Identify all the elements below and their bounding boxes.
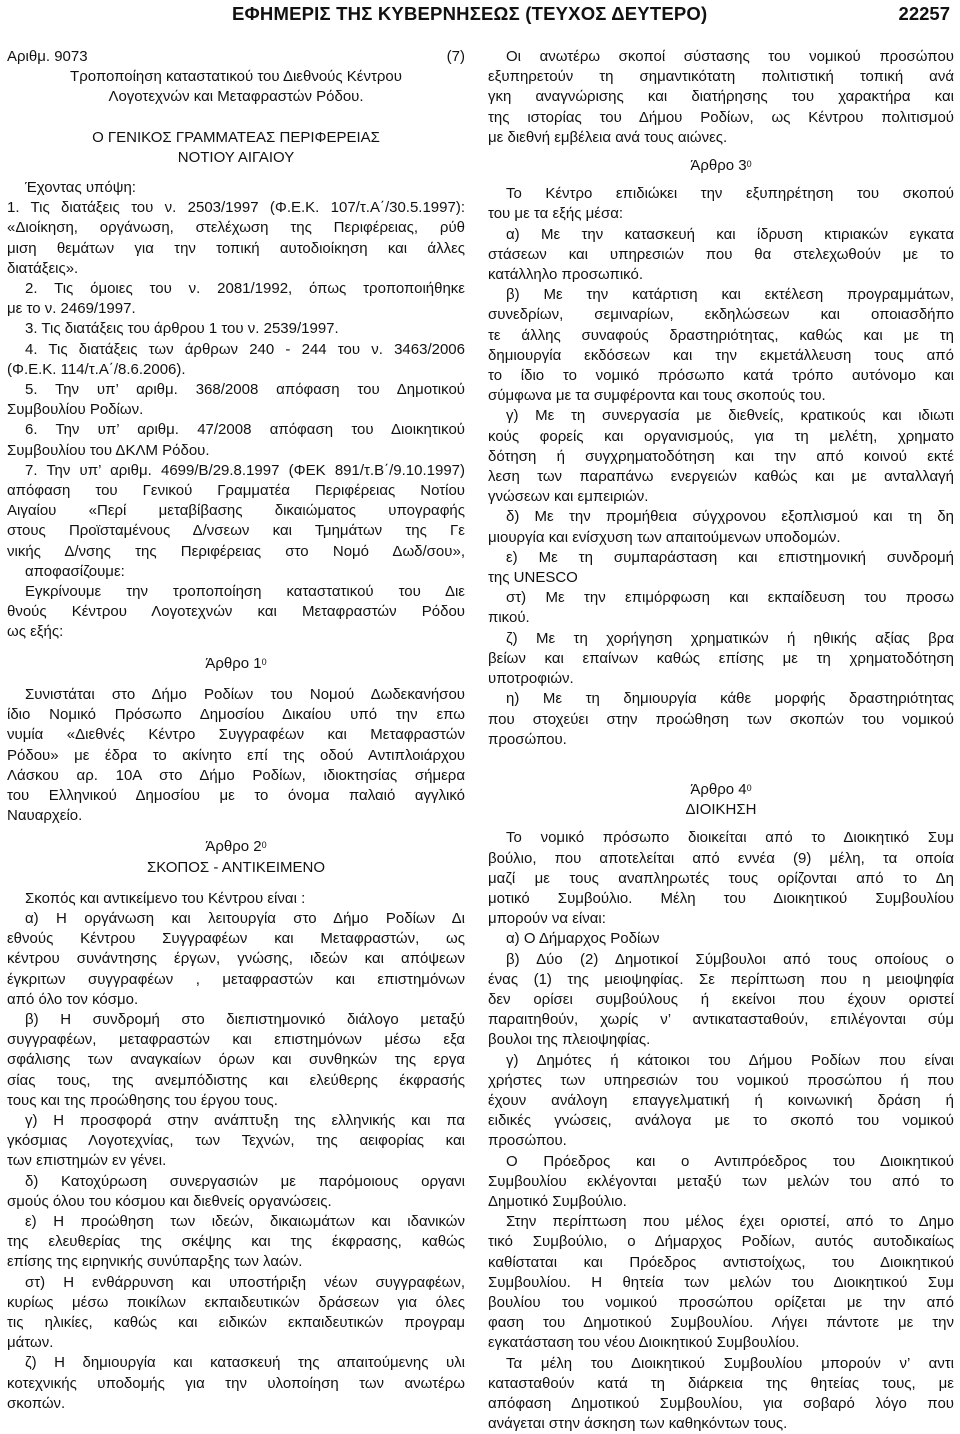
text-line: δ) Κατοχύρωση συνεργασιών με παρόμοιους οργανι: [25, 1172, 465, 1190]
text-line: μαζί με τους αναπληρωτές τους ορίζονται από το Δη: [488, 869, 954, 887]
left-column: [7, 47, 465, 1414]
text-line: απόφαση του Γενικού Γραμματέα Περιφέρειας Νοτίου: [7, 482, 465, 500]
text-line: με το ν. 2469/1997.: [7, 300, 136, 318]
text-line: δημιουργία εκδόσεων και την εκμετάλλευση τους από: [488, 346, 954, 364]
article-2-sup: 0: [261, 840, 267, 851]
text-line: κοτεχνικής υποδομής για την υλοποίηση των ανωτέρω: [7, 1374, 465, 1392]
text-line: Στην περίπτωση που μέλος έχει οριστεί, από το Δημο: [506, 1213, 954, 1231]
article-1-sup: 0: [261, 656, 267, 667]
text-line: στους Προϊσταμένους Δ/νσεων και Τμημάτων της Γε: [7, 522, 465, 540]
right-column: [488, 47, 954, 1434]
text-line: υποτροφιών.: [488, 670, 574, 688]
article-4-subtitle: ΔΙΟΙΚΗΣΗ: [685, 801, 757, 819]
text-line: καθίσταται και Πρόεδρος αντιστοίχως, του Διοικητικού: [488, 1253, 954, 1271]
text-line: μοτικό Συμβούλιο. Μέλη του Διοικητικού Συμβουλίου: [488, 889, 954, 907]
doc-title-line: Τροποποίηση καταστατικού του Διεθνούς Κέντρου: [70, 68, 402, 86]
article-1-body: [7, 685, 465, 826]
text-line: της ιστορίας του Δήμου Ροδίων, ως Κέντρου πολιτισμού: [488, 108, 954, 126]
text-line: σφάλισης των αναγκαίων όρων και συνθηκών της εργα: [7, 1051, 465, 1069]
text-line: στ) Η ενθάρρυνση και υποστήριξη νέων συγγραφέων,: [25, 1273, 465, 1291]
text-line: της UNESCO: [488, 569, 578, 587]
article-1-title: Άρθρο 1: [205, 654, 262, 672]
text-line: Το Κέντρο επιδιώκει την εξυπηρέτηση του σκοπού: [506, 185, 954, 203]
text-line: λεση των παραπάνω ενεργειών καθώς και με ανταλλαγή: [488, 468, 954, 486]
text-line: α) Η οργάνωση και λειτουργία στο Δήμο Ροδίων Δι: [25, 909, 465, 927]
text-line: έχουν ανάλογη επαγγελματική ή κοινωνική δράση ή: [488, 1091, 954, 1109]
text-line: γ) Δημότες ή κάτοικοι του Δήμου Ροδίων που είναι: [506, 1051, 954, 1069]
text-line: φαση του Δημοτικού Συμβουλίου. Λήγει πάντοτε με την: [488, 1314, 954, 1332]
text-line: κατασταθούν κατά τη διάρκεια της θητείας τους, με: [488, 1374, 954, 1392]
text-line: στ) Με την επιμόρφωση και εκπαίδευση του προσω: [506, 589, 954, 607]
text-line: τις ηλικίες, καθώς και ειδικών εκπαιδευτικών προγραμ: [7, 1313, 465, 1331]
text-line: Συμβουλίου. Η θητεία των μελών του Διοικητικού Συμ: [488, 1273, 954, 1291]
text-line: τους και της προώθησης του έργου τους.: [7, 1091, 278, 1109]
text-line: Συμβουλίου του ΔΚΛΜ Ρόδου.: [7, 441, 210, 459]
text-line: σκοπών.: [7, 1394, 66, 1412]
text-line: μιση θεμάτων για την τοπική αυτοδιοίκηση και άλλες: [7, 239, 465, 257]
text-line: γνώσεων και εμπειριών.: [488, 488, 649, 506]
text-line: έγκριτων συγγραφέων , μεταφραστών και επιστημόνων: [7, 970, 465, 988]
text-line: βούλιο, που αποτελείται από εννέα (9) μέλη, τα οποία: [488, 849, 954, 867]
text-line: βείων και επαίνων καθώς επίσης με τη χρηματοδότηση: [488, 649, 954, 667]
text-line: συγγραφέων, μεταφραστών και επιστημόνων μέσω εξα: [7, 1031, 465, 1049]
text-line: παραιτηθούν, χωρίς ν’ αντικατασταθούν, επιλέγονται σύμ: [488, 1011, 954, 1029]
article-2-subtitle: ΣΚΟΠΟΣ - ΑΝΤΙΚΕΙΜΕΝΟ: [146, 858, 326, 876]
text-line: σμούς όλου του κόσμου και διεθνείς οργανώσεις.: [7, 1192, 332, 1210]
article-2-body: [7, 889, 465, 1414]
text-line: συνεδρίων, σεμιναρίων, εκδηλώσεων και οποιασδήπο: [488, 306, 954, 324]
text-line: Λάσκου αρ. 10Α στο Δήμο Ροδίων, ιδιοκτησίας σήμερα: [7, 766, 465, 784]
text-line: γ) Με τη συνεργασία με διεθνείς, κρατικούς και ιδιωτι: [506, 407, 954, 425]
text-line: από όλο τον κόσμο.: [7, 990, 139, 1008]
text-line: Συμβουλίου εκλέγονται μεταξύ των μελών του από το: [488, 1172, 954, 1190]
text-line: προσώπου.: [488, 730, 567, 748]
article-4-sup: 0: [746, 782, 752, 793]
text-line: Σκοπός και αντικείμενο του Κέντρου είναι :: [25, 889, 306, 907]
article-3-title: Άρθρο 3: [690, 157, 747, 175]
text-line: Ναυαρχείο.: [7, 807, 83, 825]
text-line: ένας (1) της μειοψηφίας. Σε περίπτωση που η μειοψηφία: [488, 970, 954, 988]
authority-line: Ο ΓΕΝΙΚΟΣ ΓΡΑΜΜΑΤΕΑΣ ΠΕΡΙΦΕΡΕΙΑΣ: [92, 128, 380, 146]
purpose-summary: [488, 47, 954, 148]
text-line: ίδιο Νομικό Πρόσωπο Δημοσίου Δικαίου υπό την επω: [7, 706, 465, 724]
text-line: νυμία «Διεθνές Κέντρο Συγγραφέων και Μεταφραστών: [7, 726, 465, 744]
text-line: β) Δύο (2) Δημοτικοί Σύμβουλοι από τους οποίους ο: [506, 950, 954, 968]
text-line: ως εξής:: [7, 623, 64, 641]
text-line: β) Η συνδρομή στο διεπιστημονικό διάλογο μεταξύ: [25, 1010, 465, 1028]
page-number: 22257: [898, 3, 950, 24]
gazette-title: ΕΦΗΜΕΡΙΣ ΤΗΣ ΚΥΒΕΡΝΗΣΕΩΣ (ΤΕΥΧΟΣ ΔΕΥΤΕΡΟ): [232, 3, 708, 24]
text-line: Έχοντας υπόψη:: [25, 179, 136, 197]
text-line: Τα μέλη του Διοικητικού Συμβουλίου μπορούν ν’ αντι: [506, 1354, 954, 1372]
text-line: 3. Τις διατάξεις του άρθρου 1 του ν. 2539/1997.: [25, 320, 339, 338]
text-line: τικό Συμβούλιο, ο Δήμαρχος Ροδίων, αυτός αυτοδικαίως: [488, 1233, 954, 1251]
doc-title-line: Λογοτεχνών και Μεταφραστών Ρόδου.: [108, 88, 364, 106]
text-line: 7. Την υπ’ αριθμ. 4699/Β/29.8.1997 (ΦΕΚ 891/τ.Β΄/9.10.1997): [25, 461, 465, 479]
text-line: μπορούν να είναι:: [488, 910, 606, 928]
text-line: ε) Με τη συμπαράσταση και επιστημονική συνδρομή: [506, 548, 954, 566]
text-line: τε άλλης συναφούς δραστηριότητας, καθώς και με τη: [488, 326, 954, 344]
text-line: «Διοίκηση, οργάνωση, στελέχωση της Περιφέρειας, ρύθ: [7, 219, 465, 237]
text-line: μιουργία και ενίσχυση των απαιτούμενων υποδομών.: [488, 528, 841, 546]
text-line: 2. Τις όμοιες του ν. 2081/1992, όπως τροποποιήθηκε: [25, 280, 465, 298]
text-line: επίσης της ειρηνικής συνύπαρξης των λαών.: [7, 1253, 303, 1271]
text-line: Εγκρίνουμε την τροποποίηση καταστατικού του Διε: [25, 583, 465, 601]
text-line: Ο Πρόεδρος και ο Αντιπρόεδρος του Διοικητικού: [506, 1152, 954, 1170]
page-header: [0, 0, 960, 30]
text-line: ειδικές γνώσεις, ανάλογα με το σκοπό του νομικού: [488, 1112, 954, 1130]
article-4-body: [488, 828, 954, 1434]
text-line: ζ) Με τη χορήγηση χρηματικών ή ηθικής αξίας βρα: [506, 629, 954, 647]
text-line: γ) Η προσφορά στην ανάπτυξη της ελληνικής και πα: [25, 1111, 465, 1129]
text-line: εγκατάσταση του νέου Διοικητικού Συμβουλίου.: [488, 1334, 800, 1352]
text-line: (Φ.Ε.Κ. 114/τ.Α΄/8.6.2006).: [7, 360, 186, 378]
text-line: που στοχεύει στην προώθηση των σκοπών του νομικού: [488, 710, 954, 728]
text-line: ε) Η προώθηση των ιδεών, δικαιωμάτων και ιδανικών: [25, 1212, 465, 1230]
text-line: δ) Με την προμήθεια σύγχρονου εξοπλισμού και τη δη: [506, 508, 954, 526]
text-line: Δημοτικό Συμβούλιο.: [488, 1192, 627, 1210]
text-line: δότηση ή συγχρηματοδότηση και την από κοινού εκτέ: [488, 447, 954, 465]
text-line: νικής Δ/νσης της Περιφέρειας στο Νομό Δωδ/σου»,: [7, 542, 465, 560]
text-line: η) Με τη δημιουργία κάθε μορφής δραστηριότητας: [506, 690, 954, 708]
text-line: μάτων.: [7, 1334, 54, 1352]
text-line: κέντρου συνάντησης έργων, γνώσης, ιδεών και απόψεων: [7, 950, 465, 968]
text-line: εξυπηρετούν τη σημαντικότατη πολιτιστική τοπική ανά: [488, 68, 954, 86]
text-line: βουλίου του νομικού προσώπου ορίζεται με την από: [488, 1293, 954, 1311]
article-2-heading: [7, 837, 465, 857]
text-line: δεν ορίσει συμβούλους ή εκείνοι που έχουν οριστεί: [488, 990, 954, 1008]
text-line: του με τα εξής μέσα:: [488, 205, 624, 223]
text-line: κυρίως μέσω ποικίλων εκπαιδευτικών δράσεων για όλες: [7, 1293, 465, 1311]
authority-line: ΝΟΤΙΟΥ ΑΙΓΑΙΟΥ: [177, 148, 295, 166]
doc-number: Αριθμ. 9073: [7, 48, 88, 65]
article-4-title: Άρθρο 4: [690, 780, 747, 798]
article-3-sup: 0: [746, 159, 752, 170]
text-line: ανάγεται στην άσκηση των καθηκόντων τους.: [488, 1415, 788, 1433]
article-1-heading: [7, 654, 465, 674]
text-line: 5. Την υπ’ αριθμ. 368/2008 απόφαση του Δημοτικού: [25, 381, 465, 399]
text-line: Συνιστάται στο Δήμο Ροδίων του Νομού Δωδεκανήσου: [25, 685, 465, 703]
text-line: γκη αναγνώρισης και διατήρησης του χαρακτήρα και: [488, 88, 954, 106]
text-line: 4. Τις διατάξεις των άρθρων 240 - 244 του ν. 3463/2006: [25, 340, 465, 358]
text-line: Ρόδου» με έδρα το ακίνητο επί της οδού Αντιπλοιάρχου: [7, 746, 465, 764]
text-line: σύμφωνα με τα συμφέροντα και τους σκοπούς του.: [488, 387, 826, 405]
doc-seq: (7): [446, 48, 465, 65]
text-line: ζ) Η δημιουργία και κατασκευή της απαιτούμενης υλι: [25, 1354, 465, 1372]
text-line: εθνούς Κέντρου Συγγραφέων και Μεταφραστών, ως: [7, 930, 465, 948]
text-line: θνούς Κέντρου Λογοτεχνών και Μεταφραστών Ρόδου: [7, 603, 465, 621]
text-line: της ελευθερίας της σκέψης και της έκφρασης, καθώς: [7, 1233, 465, 1251]
text-line: β) Με την κατάρτιση και εκτέλεση προγραμμάτων,: [506, 286, 954, 304]
text-line: σίας τους, της ανεμπόδιστης και ελεύθερης έκφρασής: [7, 1071, 465, 1089]
text-line: α) Με την κατασκευή και ίδρυση κτιριακών εγκατα: [506, 225, 954, 243]
article-3-body: [488, 184, 954, 750]
text-line: κούς φορείς και οργανισμούς, για τη μελέτη, χρηματο: [488, 427, 954, 445]
text-line: στάσεων και υπηρεσιών που θα στελεχωθούν με το: [488, 245, 954, 263]
article-2-title: Άρθρο 2: [205, 838, 262, 856]
text-line: προσώπου.: [488, 1132, 567, 1150]
text-line: 1. Τις διατάξεις του ν. 2503/1997 (Φ.Ε.Κ. 107/τ.Α΄/30.5.1997):: [7, 199, 465, 217]
text-line: χρήστες των υπηρεσιών του νομικού προσώπου ή που: [488, 1071, 954, 1089]
text-line: των επιστημών εν γένει.: [7, 1152, 167, 1170]
text-line: με διεθνή εμβέλεια ανά τους αιώνες.: [488, 128, 728, 146]
text-line: απόφαση Δημοτικού Συμβουλίου, για σοβαρό λόγο που: [488, 1395, 954, 1412]
doc-number-row: [7, 47, 465, 67]
text-line: πικού.: [488, 609, 530, 627]
text-line: Το νομικό πρόσωπο διοικείται από το Διοικητικό Συμ: [506, 829, 954, 847]
text-line: το ίδιο το νομικό πρόσωπο κατά τρόπο αυτόνομο και: [488, 367, 954, 385]
text-line: βουλοι της πλειοψηφίας.: [488, 1031, 651, 1049]
article-4-heading: [488, 780, 954, 800]
text-line: α) Ο Δήμαρχος Ροδίων: [506, 930, 660, 948]
article-3-heading: [488, 156, 954, 176]
text-line: 6. Την υπ’ αριθμ. 47/2008 απόφαση του Διοικητικού: [25, 421, 465, 439]
text-line: Οι ανωτέρω σκοποί σύστασης του νομικού προσώπου: [506, 48, 954, 65]
text-line: Συμβουλίου Ροδίων.: [7, 401, 144, 419]
text-line: κατάλληλο προσωπικό.: [488, 266, 643, 284]
text-line: του Ελληνικού Δημοσίου με το όνομα παλαιό αγγλικό: [7, 786, 465, 804]
text-line: αποφασίζουμε:: [25, 562, 125, 580]
considerations: [7, 178, 465, 643]
text-line: γκόσμιας Λογοτεχνίας, των Τεχνών, της αειφορίας και: [7, 1132, 465, 1150]
text-line: Αιγαίου «Περί μεταβίβασης δικαιώματος υπογραφής: [7, 502, 465, 520]
text-line: διατάξεις».: [7, 259, 79, 277]
